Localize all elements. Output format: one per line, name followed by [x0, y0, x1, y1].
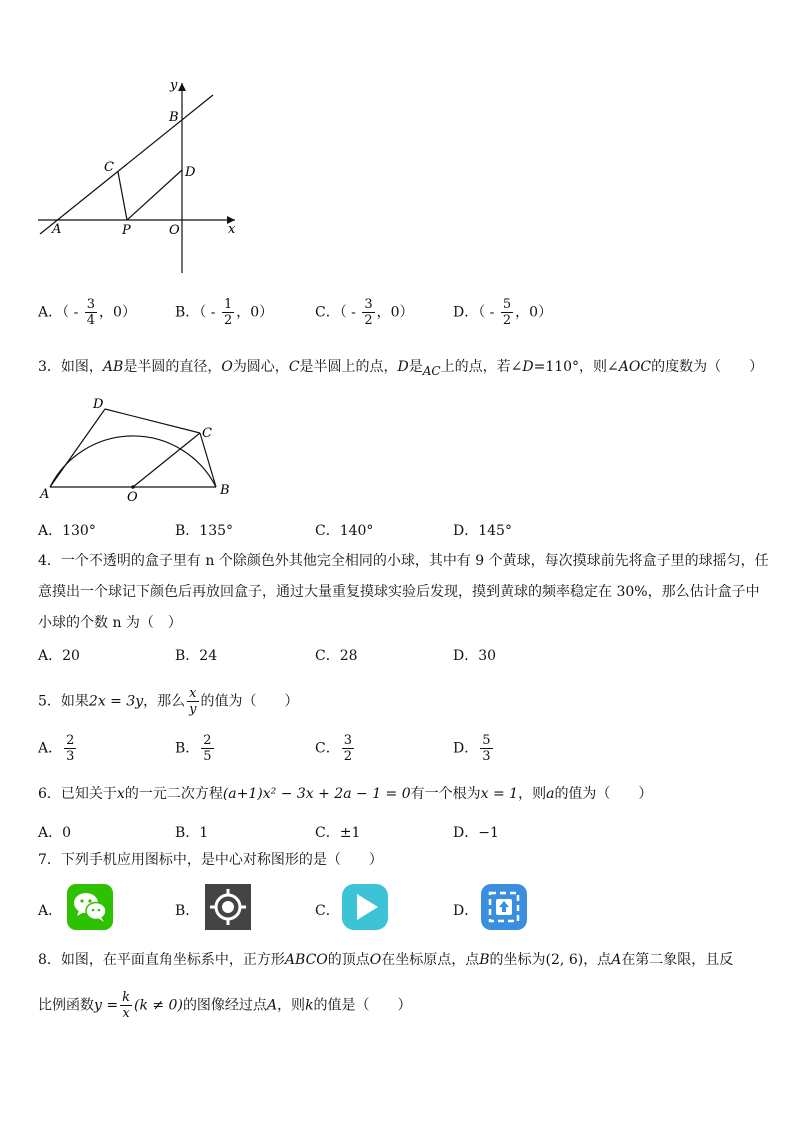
q7-option-d: D．: [453, 903, 479, 919]
label-B: B: [169, 110, 179, 125]
q4-option-a: A．20: [38, 648, 80, 664]
q2-option-a: A．（ - $\frac{3}{4}$ ，0）: [38, 297, 136, 328]
label-C: C: [104, 160, 114, 175]
label-A: A: [52, 222, 62, 237]
q5-stem: 5．如果2x = 3y，那么 $\frac{x}{y}$ 的值为（ ）: [38, 686, 299, 717]
fig2-label-O: O: [127, 490, 138, 505]
coordinate-figure: [30, 75, 250, 280]
q5-option-c: C． $\frac{3}{2}$: [315, 733, 352, 764]
q6-option-a: A．0: [38, 825, 72, 841]
q3-option-a: A．130°: [38, 523, 96, 539]
q2-option-d: D．（ - $\frac{5}{2}$ ，0）: [453, 297, 553, 328]
q2-option-b: B．（ - $\frac{1}{2}$ ，0）: [175, 297, 274, 328]
q4-option-b: B．24: [175, 648, 218, 664]
fig2-label-B: B: [220, 483, 230, 498]
q4-option-c: C．28: [315, 648, 358, 664]
q7-option-b: B．: [175, 903, 200, 919]
q5-option-b: B． $\frac{2}{5}$: [175, 733, 212, 764]
label-D: D: [185, 165, 196, 180]
q3-option-b: B．135°: [175, 523, 234, 539]
semicircle-figure: [30, 390, 250, 505]
label-x: x: [228, 222, 236, 237]
q4-option-d: D．30: [453, 648, 497, 664]
q7-stem: 7．下列手机应用图标中，是中心对称图形的是（ ）: [38, 852, 383, 868]
q8-line-1: 8．如图，在平面直角坐标系中，正方形ABCO的顶点O在坐标原点，点B的坐标为(2, 6)，点A在第二象限，且反: [38, 952, 734, 968]
q6-stem: 6．已知关于x的一元二次方程(a+1)x² − 3x + 2a − 1 = 0有一个根为x = 1，则a的值为（ ）: [38, 786, 653, 802]
fig2-label-C: C: [202, 426, 212, 441]
q5-option-d: D． $\frac{5}{3}$: [453, 733, 491, 764]
fig2-label-A: A: [40, 487, 50, 502]
fig2-label-D: D: [93, 397, 104, 412]
camera-target-icon: [205, 884, 251, 930]
q7-option-c: C．: [315, 903, 340, 919]
label-y: y: [170, 78, 178, 93]
q5-option-a: A． $\frac{2}{3}$: [38, 733, 75, 764]
q3-option-d: D．145°: [453, 523, 512, 539]
play-icon: [342, 884, 388, 930]
q3-stem: 3．如图，AB是半圆的直径，O为圆心，C是半圆上的点，D是AC上的点，若∠D=110°，则∠AOC的度数为（ ）: [38, 359, 764, 378]
q2-option-c: C．（ - $\frac{3}{2}$ ，0）: [315, 297, 414, 328]
q6-option-b: B．1: [175, 825, 209, 841]
q4-line-2: 意摸出一个球记下颜色后再放回盒子，通过大量重复摸球实验后发现，摸到黄球的频率稳定在 30%，那么估计盒子中: [38, 584, 760, 600]
q4-line-3: 小球的个数 n 为（ ）: [38, 615, 182, 631]
q6-option-d: D．−1: [453, 825, 499, 841]
label-P: P: [122, 223, 131, 238]
q4-line-1: 4．一个不透明的盒子里有 n 个除颜色外其他完全相同的小球，其中有 9 个黄球，每次摸球前先将盒子里的球摇匀，任: [38, 553, 769, 569]
upload-icon: [481, 884, 527, 930]
q7-option-a: A．: [38, 903, 63, 919]
q6-option-c: C．±1: [315, 825, 361, 841]
wechat-icon: [67, 884, 113, 930]
label-O: O: [169, 223, 180, 238]
q3-option-c: C．140°: [315, 523, 374, 539]
q8-line-2: 比例函数y = $\frac{k}{x}$ (k ≠ 0)的图像经过点A，则k的值是（ ）: [38, 990, 412, 1021]
